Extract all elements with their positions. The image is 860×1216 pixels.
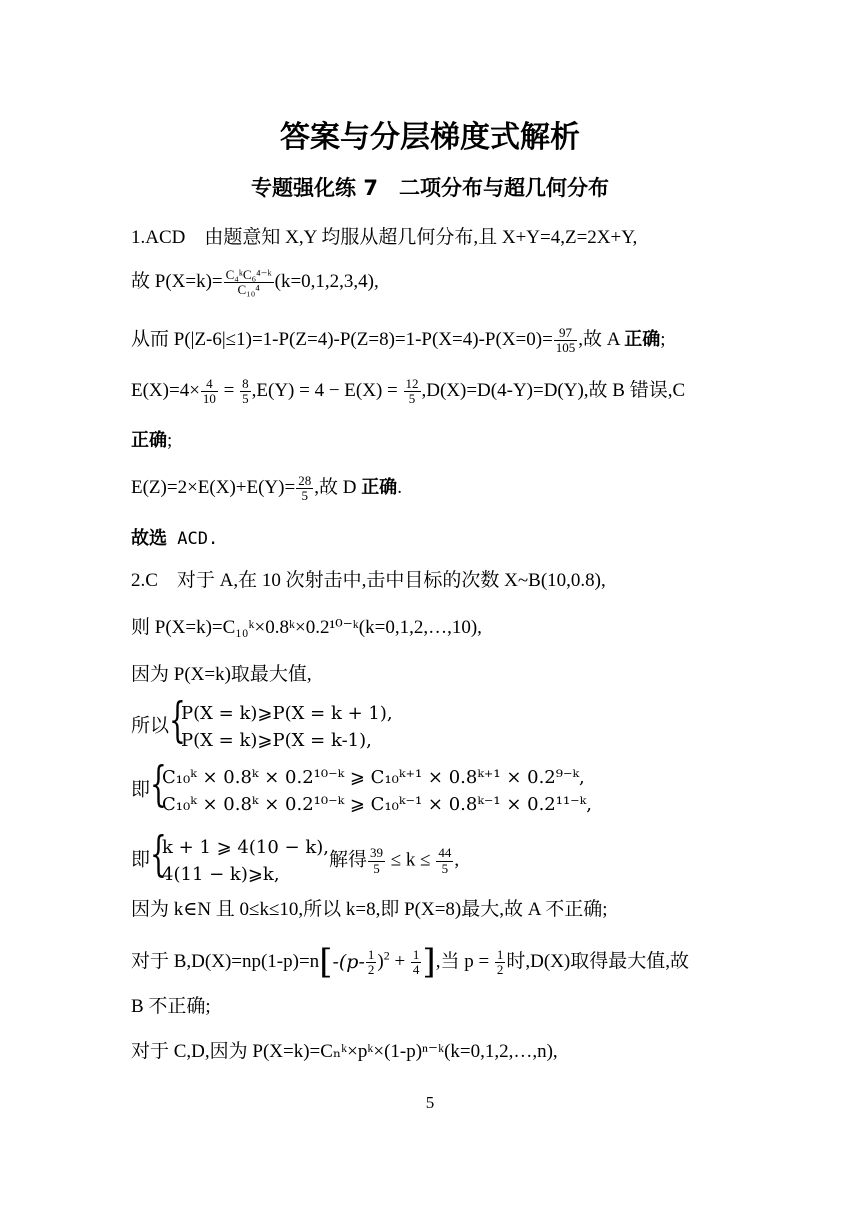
text-line-17: 对于 C,D,因为 P(X=k)=Cₙᵏ×pᵏ×(1-p)ⁿ⁻ᵏ(k=0,1,2,…,n), xyxy=(131,1041,558,1062)
fraction-12-5 xyxy=(404,377,421,407)
text-span: ≤ k ≤ xyxy=(386,849,436,871)
fraction-4-10 xyxy=(201,377,218,407)
inequality-system-3 xyxy=(150,826,329,888)
text-line-4 xyxy=(131,377,685,407)
fraction-numerator: 97 xyxy=(554,326,578,341)
text-span: 时,D(X)取得最大值,故 xyxy=(506,951,690,972)
fraction-one-quarter xyxy=(411,948,422,978)
fraction-numerator: 44 xyxy=(438,845,452,861)
text-line-1: 1.ACD 由题意知 X,Y 均服从超几何分布,且 X+Y=4,Z=2X+Y, xyxy=(131,227,638,248)
text-span: . xyxy=(397,477,402,499)
fraction-denominator: 4 xyxy=(412,961,420,977)
fraction-numerator: 1 xyxy=(496,946,504,962)
fraction-denominator: 5 xyxy=(373,860,380,876)
fraction-numerator: 12 xyxy=(405,376,419,391)
fraction-97-105 xyxy=(554,326,578,356)
page-title: 答案与分层梯度式解析 xyxy=(280,120,580,155)
page-number: 5 xyxy=(425,1093,435,1112)
fraction-numerator: 1 xyxy=(412,946,420,962)
fraction-44-5 xyxy=(436,846,453,876)
fraction-denominator: 5 xyxy=(242,391,249,407)
right-bracket: ] xyxy=(422,942,436,982)
fraction-denominator: 105 xyxy=(555,340,576,356)
text-span: ,D(X)=D(4-Y)=D(Y),故 B 错误,C xyxy=(421,380,686,402)
fraction-numerator: C₄ᵏC₆⁴⁻ᵏ xyxy=(225,267,272,282)
text-line-10: 因为 P(X=k)取最大值, xyxy=(131,664,312,685)
bold-text: 正确 xyxy=(361,477,398,499)
exponent: 2 xyxy=(383,948,390,963)
brace-symbol: { xyxy=(169,692,186,748)
system-row: k + 1 ⩾ 4(10 − k), xyxy=(162,837,329,858)
system-row: C₁₀ᵏ × 0.8ᵏ × 0.2¹⁰⁻ᵏ ⩾ C₁₀ᵏ⁻¹ × 0.8ᵏ⁻¹ × 0.2¹¹⁻ᵏ, xyxy=(162,794,592,815)
text-span: ACD. xyxy=(167,529,219,549)
fraction-denominator: 2 xyxy=(496,961,504,977)
text-span: 所以 xyxy=(131,715,170,737)
system-row: P(X = k)⩾P(X = k-1), xyxy=(181,730,372,751)
text-line-7 xyxy=(131,528,218,551)
text-span: ,E(Y) = 4 − E(X) = xyxy=(251,380,403,402)
text-span: ,故 A xyxy=(578,329,625,351)
text-span: = xyxy=(218,380,240,402)
text-span: 即 xyxy=(131,779,151,801)
text-line-12 xyxy=(131,756,592,818)
inequality-system-2 xyxy=(150,756,592,818)
fraction-39-5 xyxy=(368,846,385,876)
text-span: E(X)=4× xyxy=(131,380,200,402)
text-span: ,故 D xyxy=(314,477,362,499)
left-bracket: [ xyxy=(319,942,333,982)
text-span: ; xyxy=(660,329,666,351)
system-row: C₁₀ᵏ × 0.8ᵏ × 0.2¹⁰⁻ᵏ ⩾ C₁₀ᵏ⁺¹ × 0.8ᵏ⁺¹ × 0.2⁹⁻ᵏ, xyxy=(162,767,585,788)
inequality-system-1 xyxy=(169,692,393,754)
text-span: , xyxy=(454,849,460,871)
text-span: 从而 P(|Z-6|≤1)=1-P(Z=4)-P(Z=8)=1-P(X=4)-P(X=0)= xyxy=(131,329,553,351)
fraction-numerator: 8 xyxy=(242,376,249,391)
system-row: 4(11 − k)⩾k, xyxy=(162,864,280,885)
brace-symbol: { xyxy=(150,826,167,882)
text-span: 对于 B,D(X)=np(1-p)=n xyxy=(131,951,320,972)
text-line-8: 2.C 对于 A,在 10 次射击中,击中目标的次数 X~B(10,0.8), xyxy=(131,570,606,591)
fraction-28-5 xyxy=(296,474,313,504)
text-span: (k=0,1,2,3,4), xyxy=(274,271,379,293)
text-line-3 xyxy=(131,326,666,356)
bold-text: 故选 xyxy=(131,528,167,549)
text-span: 故 P(X=k)= xyxy=(131,271,223,293)
brace-symbol: { xyxy=(150,756,167,812)
text-line-5 xyxy=(131,430,172,453)
text-span: ,当 p = xyxy=(435,951,494,972)
fraction-denominator: 5 xyxy=(441,860,449,876)
math-span: ) xyxy=(377,951,384,972)
fraction-numerator: 1 xyxy=(367,946,375,962)
math-span: + xyxy=(389,951,410,972)
text-line-16: B 不正确; xyxy=(131,996,211,1017)
bold-text: 正确 xyxy=(131,430,167,451)
text-span: ; xyxy=(167,430,173,451)
text-line-6 xyxy=(131,474,402,504)
math-span: -(p- xyxy=(332,951,365,973)
text-line-9: 则 P(X=k)=C₁₀ᵏ×0.8ᵏ×0.2¹⁰⁻ᵏ(k=0,1,2,…,10), xyxy=(131,617,482,638)
text-line-14: 因为 k∈N 且 0≤k≤10,所以 k=8,即 P(X=8)最大,故 A 不正确; xyxy=(131,899,608,920)
text-line-2 xyxy=(131,268,379,298)
fraction-denominator: C₁₀⁴ xyxy=(237,282,260,298)
system-row: P(X = k)⩾P(X = k + 1), xyxy=(181,703,393,724)
text-line-11 xyxy=(131,692,393,754)
fraction-one-half xyxy=(366,948,377,978)
bold-text: 正确 xyxy=(624,329,661,351)
fraction-numerator: 4 xyxy=(201,377,218,392)
fraction-numerator: 39 xyxy=(370,845,383,861)
text-span: 解得 xyxy=(328,849,367,871)
fraction-hypergeometric xyxy=(224,268,274,298)
fraction-denominator: 5 xyxy=(408,391,416,407)
fraction-p-half xyxy=(495,948,506,978)
text-line-13 xyxy=(131,826,460,888)
fraction-denominator: 5 xyxy=(301,488,308,504)
fraction-denominator: 2 xyxy=(367,961,375,977)
section-title: 专题强化练 7 二项分布与超几何分布 xyxy=(251,176,609,200)
text-line-15 xyxy=(131,942,689,983)
fraction-8-5 xyxy=(240,377,251,407)
text-span: 即 xyxy=(131,849,151,871)
fraction-denominator: 10 xyxy=(202,391,216,407)
text-span: E(Z)=2×E(X)+E(Y)= xyxy=(131,477,296,499)
fraction-numerator: 28 xyxy=(298,473,312,488)
